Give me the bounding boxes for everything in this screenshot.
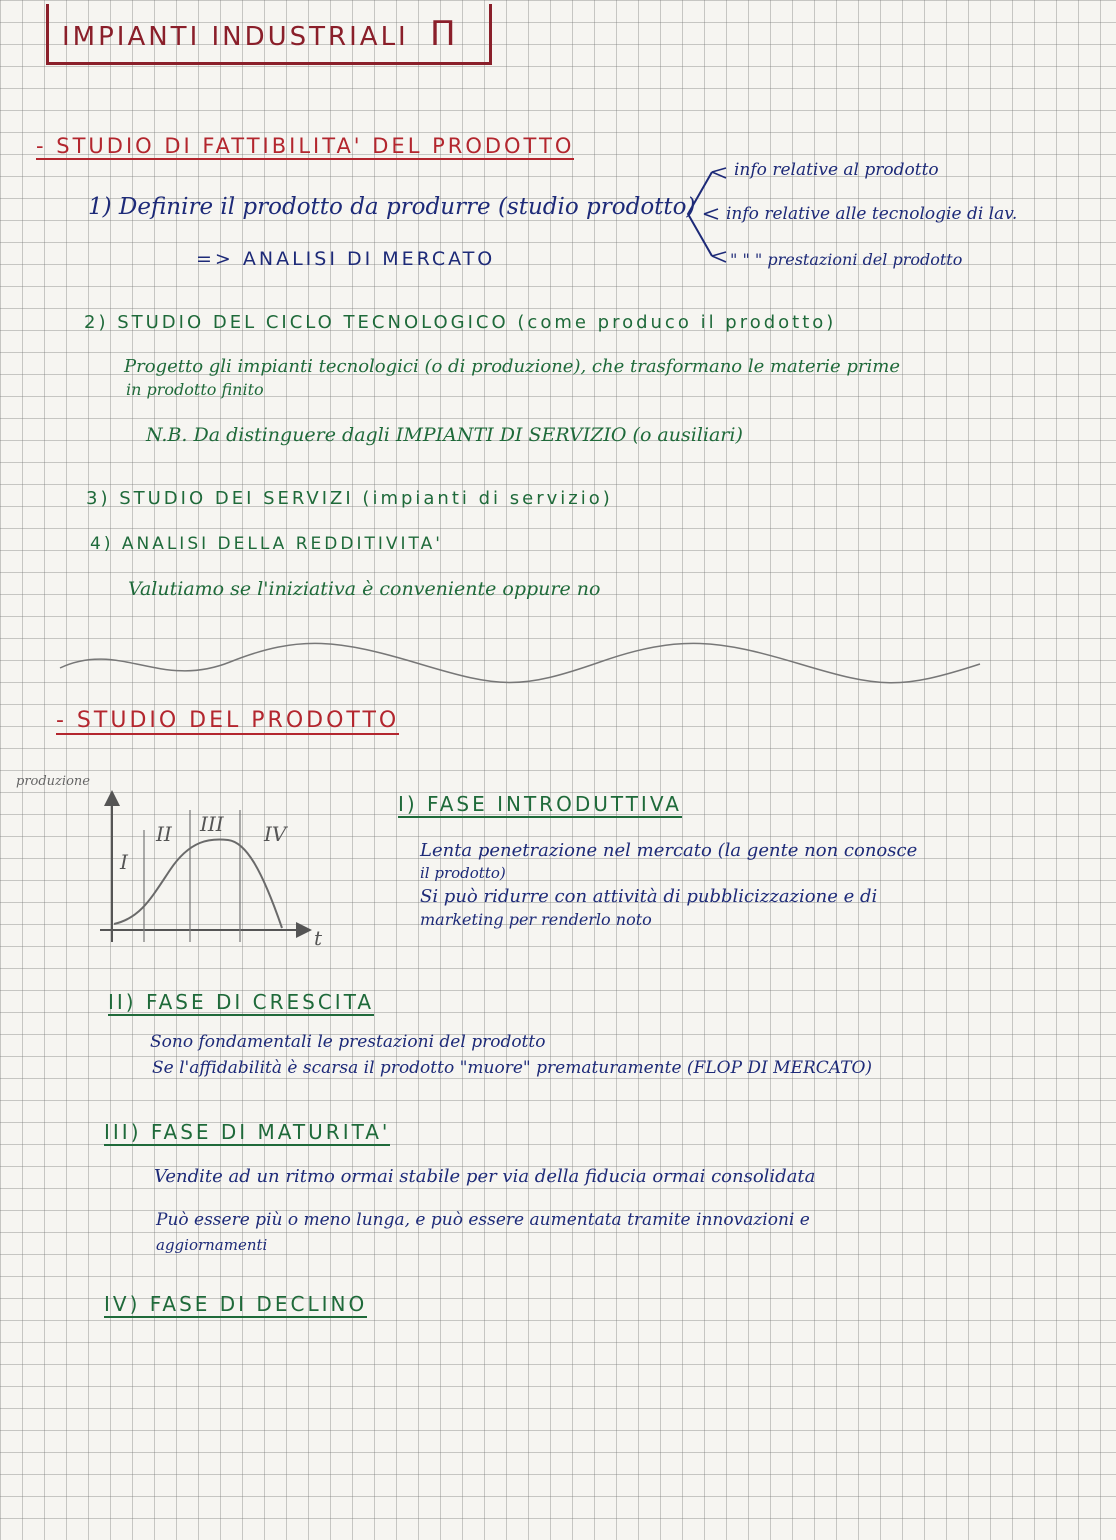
- page-title: IMPIANTI INDUSTRIALI Π: [62, 14, 459, 54]
- item1-branch2: info relative alle tecnologie di lav.: [726, 204, 1018, 224]
- item1-branch3: " " " prestazioni del prodotto: [730, 250, 963, 269]
- phase2-line1: Sono fondamentali le prestazioni del prodotto: [150, 1032, 546, 1052]
- phase1-line1: Lenta penetrazione nel mercato (la gente non conosce: [420, 840, 918, 861]
- graph-phase-label-3: III: [200, 812, 224, 836]
- section1-heading: - STUDIO DI FATTIBILITA' DEL PRODOTTO: [36, 134, 575, 158]
- branch-arrow-1: [712, 168, 726, 178]
- phase3-heading: III) FASE DI MATURITA': [104, 1120, 391, 1144]
- item1-branch1: info relative al prodotto: [734, 160, 939, 180]
- item2-desc-line2: in prodotto finito: [126, 380, 264, 399]
- item1-result: => ANALISI DI MERCATO: [196, 248, 496, 270]
- phase3-line3: aggiornamenti: [156, 1236, 268, 1254]
- life-cycle-curve: [114, 839, 282, 928]
- title-symbol: Π: [430, 14, 459, 54]
- phase2-heading: II) FASE DI CRESCITA: [108, 990, 375, 1014]
- item4-desc: Valutiamo se l'iniziativa è conveniente oppure no: [128, 578, 601, 600]
- phase1-line4: marketing per renderlo noto: [420, 910, 652, 929]
- branch-arrow-2: [704, 209, 718, 219]
- graph-phase-label-4: IV: [264, 822, 287, 846]
- phase3-line1: Vendite ad un ritmo ormai stabile per via della fiducia ormai consolidata: [154, 1166, 816, 1187]
- graph-y-label: produzione: [16, 774, 90, 789]
- item3-heading: 3) STUDIO DEI SERVIZI (impianti di servizio): [86, 488, 613, 509]
- section2-heading: - STUDIO DEL PRODOTTO: [56, 708, 400, 733]
- item2-desc-line1: Progetto gli impianti tecnologici (o di produzione), che trasformano le materie prime: [124, 356, 900, 377]
- phase3-line2: Può essere più o meno lunga, e può essere aumentata tramite innovazioni e: [156, 1210, 810, 1230]
- item2-note: N.B. Da distinguere dagli IMPIANTI DI SERVIZIO (o ausiliari): [146, 424, 743, 446]
- item2-heading: 2) STUDIO DEL CICLO TECNOLOGICO (come produco il prodotto): [84, 312, 837, 333]
- item1-text: 1) Definire il prodotto da produrre (studio prodotto): [88, 194, 696, 220]
- phase1-line3: Si può ridurre con attività di pubblicizzazione e di: [420, 886, 878, 907]
- wavy-separator: [60, 643, 980, 682]
- graph-phase-label-1: I: [120, 850, 128, 874]
- graph-phase-label-2: II: [156, 822, 172, 846]
- graph-x-label: t: [314, 926, 323, 950]
- graph-x-arrow: [296, 922, 312, 938]
- graph-y-arrow: [104, 790, 120, 806]
- phase1-heading: I) FASE INTRODUTTIVA: [398, 792, 682, 816]
- phase2-line2: Se l'affidabilità è scarsa il prodotto "muore" prematuramente (FLOP DI MERCATO): [152, 1058, 873, 1078]
- item4-heading: 4) ANALISI DELLA REDDITIVITA': [90, 534, 443, 554]
- phase1-line2: il prodotto): [420, 864, 506, 882]
- branch-arrow-3: [712, 252, 726, 262]
- phase4-heading: IV) FASE DI DECLINO: [104, 1292, 368, 1316]
